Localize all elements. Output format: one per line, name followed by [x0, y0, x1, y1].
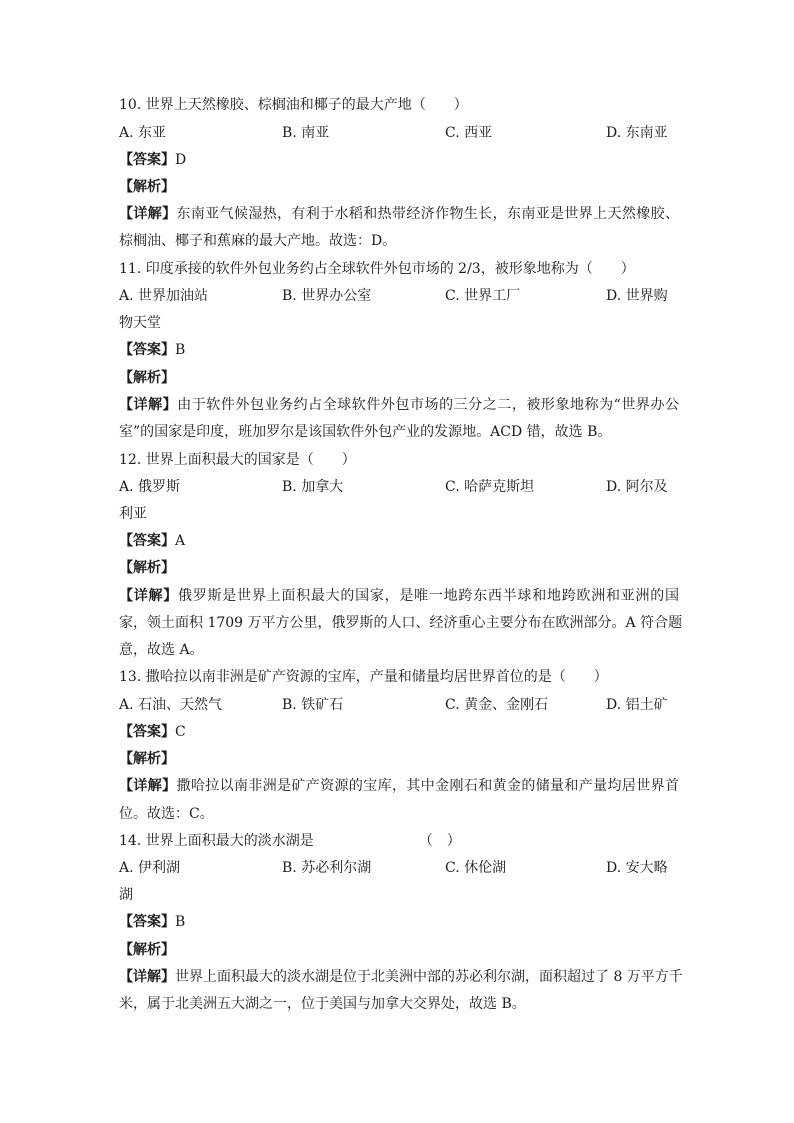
option-d: D. 安大略 — [606, 860, 668, 876]
detail-label: 【详解】 — [119, 397, 178, 413]
option-d: D. 铝土矿 — [606, 697, 668, 713]
answer-value: B — [175, 342, 186, 358]
option-b: B. 世界办公室 — [282, 288, 372, 304]
option-c: C. 哈萨克斯坦 — [445, 479, 535, 495]
analysis-label: 【解析】 — [119, 560, 175, 576]
question-12-answer — [119, 532, 679, 550]
option-d: D. 阿尔及 — [606, 479, 668, 495]
option-c: C. 黄金、金刚石 — [445, 697, 549, 713]
question-11-analysis — [119, 369, 679, 387]
option-b: B. 苏必利尔湖 — [282, 860, 372, 876]
question-13-answer — [119, 723, 679, 741]
option-b: B. 铁矿石 — [282, 697, 344, 713]
question-11-stem: 11. 印度承接的软件外包业务约占全球软件外包市场的 2/3，被形象地称为（ ） — [119, 261, 635, 277]
detail-label: 【详解】 — [119, 588, 179, 604]
answer-label: 【答案】 — [119, 914, 175, 930]
detail-label: 【详解】 — [119, 778, 177, 794]
option-d: D. 东南亚 — [606, 125, 668, 141]
question-10-answer — [119, 151, 679, 169]
question-13-detail-line-1 — [119, 777, 679, 795]
option-a: A. 俄罗斯 — [119, 479, 181, 495]
question-12-detail-line-2: 家，领土面积 1709 万平方公里，俄罗斯的人口、经济重心主要分布在欧洲部分。A 符合题 — [119, 615, 683, 631]
option-c: C. 西亚 — [445, 125, 493, 141]
question-12-detail-line-1 — [119, 587, 679, 605]
detail-text: 撒哈拉以南非洲是矿产资源的宝库，其中金刚石和黄金的储量和产量均居世界首 — [176, 778, 680, 794]
question-14-analysis — [119, 941, 679, 959]
question-11-answer — [119, 341, 679, 359]
question-12-detail-line-3: 意，故选 A。 — [119, 642, 204, 658]
answer-value: C — [175, 724, 186, 740]
question-10-detail-line-2: 棕榈油、椰子和蕉麻的最大产地。故选：D。 — [119, 233, 397, 249]
answer-value: B — [175, 914, 186, 930]
option-b: B. 加拿大 — [282, 479, 344, 495]
answer-label: 【答案】 — [119, 342, 175, 358]
option-c: C. 休伦湖 — [445, 860, 507, 876]
question-13-detail-line-2: 位。故选：C。 — [119, 806, 214, 822]
question-13-stem: 13. 撒哈拉以南非洲是矿产资源的宝库，产量和储量均居世界首位的是（ ） — [119, 669, 608, 685]
question-10-detail-line-1 — [119, 205, 679, 223]
question-10-analysis — [119, 178, 679, 196]
detail-text: 俄罗斯是世界上面积最大的国家，是唯一地跨东西半球和地跨欧洲和亚洲的国 — [178, 588, 680, 604]
analysis-label: 【解析】 — [119, 179, 175, 195]
option-d: D. 世界购 — [606, 288, 668, 304]
question-14-detail-line-2: 米，属于北美洲五大湖之一，位于美国与加拿大交界处，故选 B。 — [119, 996, 526, 1012]
question-11-detail-line-2: 室”的国家是印度，班加罗尔是该国软件外包产业的发源地。ACD 错，故选 B。 — [119, 424, 612, 440]
question-10-stem: 10. 世界上天然橡胶、棕榈油和椰子的最大产地（ ） — [119, 97, 468, 113]
answer-label: 【答案】 — [119, 724, 175, 740]
question-13-analysis — [119, 750, 679, 768]
question-12-stem: 12. 世界上面积最大的国家是（ ） — [119, 452, 356, 468]
question-12-analysis — [119, 559, 679, 577]
option-c: C. 世界工厂 — [445, 288, 521, 304]
option-a: A. 伊利湖 — [119, 860, 181, 876]
question-11-detail-line-1 — [119, 396, 679, 414]
option-a: A. 东亚 — [119, 125, 167, 141]
answer-label: 【答案】 — [119, 533, 175, 549]
detail-text: 东南亚气候湿热，有利于水稻和热带经济作物生长，东南亚是世界上天然橡胶、 — [176, 206, 680, 222]
question-12-options-wrap: 利亚 — [119, 506, 147, 522]
question-14-stem: 14. 世界上面积最大的淡水湖是 （ ） — [119, 833, 461, 849]
analysis-label: 【解析】 — [119, 751, 175, 767]
question-14-options-wrap: 湖 — [119, 887, 133, 903]
detail-text: 世界上面积最大的淡水湖是位于北美洲中部的苏必利尔湖，面积超过了 8 万平方千 — [175, 969, 683, 985]
answer-value: D — [175, 152, 187, 168]
answer-label: 【答案】 — [119, 152, 175, 168]
detail-label: 【详解】 — [119, 969, 175, 985]
option-b: B. 南亚 — [282, 125, 330, 141]
option-a: A. 石油、天然气 — [119, 697, 223, 713]
question-14-answer — [119, 913, 679, 931]
question-11-options-wrap: 物天堂 — [119, 315, 161, 331]
detail-text: 由于软件外包业务约占全球软件外包市场的三分之二，被形象地称为“世界办公 — [177, 397, 680, 413]
analysis-label: 【解析】 — [119, 942, 175, 958]
detail-label: 【详解】 — [119, 206, 177, 222]
answer-value: A — [175, 533, 186, 549]
analysis-label: 【解析】 — [119, 370, 175, 386]
question-14-detail-line-1 — [119, 968, 683, 986]
option-a: A. 世界加油站 — [119, 288, 209, 304]
